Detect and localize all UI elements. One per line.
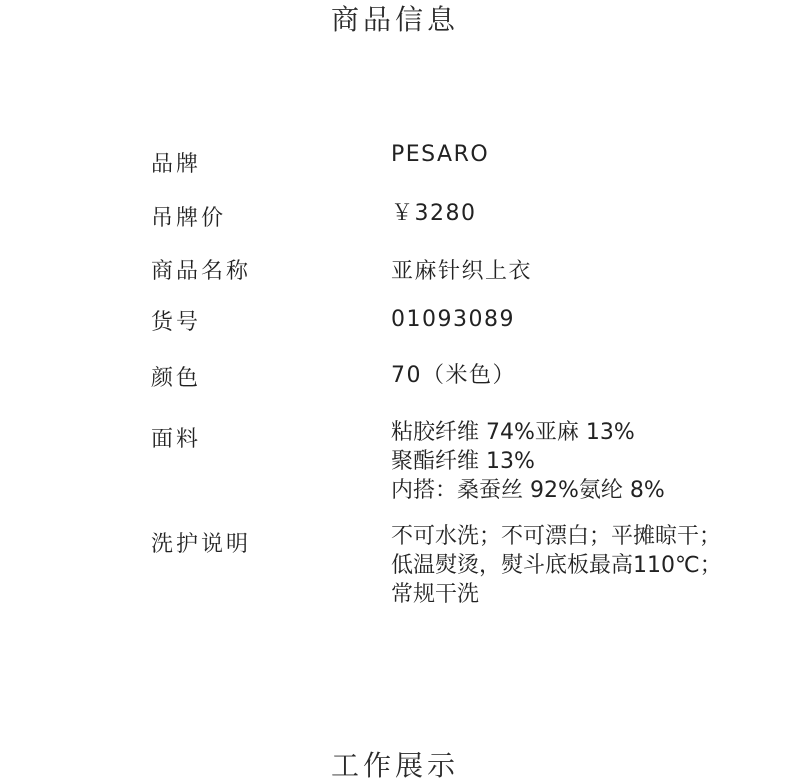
brand-label: 品牌: [151, 152, 202, 177]
fabric-line: 聚酯纤维 13%: [391, 449, 535, 474]
care-line: 常规干洗: [391, 582, 480, 607]
tag-price-label: 吊牌价: [151, 206, 227, 231]
fabric-label: 面料: [151, 427, 202, 452]
next-section-title: 工作展示: [330, 749, 459, 782]
fabric-line: 粘胶纤维 74%亚麻 13%: [391, 420, 635, 445]
product-name-value: 亚麻针织上衣: [391, 259, 533, 284]
fabric-value: [391, 418, 665, 505]
care-line: 不可水洗；不可漂白；平摊晾干；: [391, 524, 722, 549]
product-name-label: 商品名称: [151, 259, 252, 284]
item-number-value: 01093089: [391, 307, 515, 332]
tag-price-value: ￥3280: [391, 201, 477, 226]
care-line: 低温熨烫，熨斗底板最高110℃；: [391, 553, 722, 578]
item-number-label: 货号: [151, 310, 202, 335]
color-value: 70（米色）: [391, 363, 516, 388]
color-label: 颜色: [151, 366, 202, 391]
care-value: [391, 522, 722, 609]
fabric-line: 内搭：桑蚕丝 92%氨纶 8%: [391, 478, 665, 503]
section-title: 商品信息: [330, 3, 459, 36]
care-label: 洗护说明: [151, 532, 252, 557]
brand-value: PESARO: [391, 142, 490, 167]
